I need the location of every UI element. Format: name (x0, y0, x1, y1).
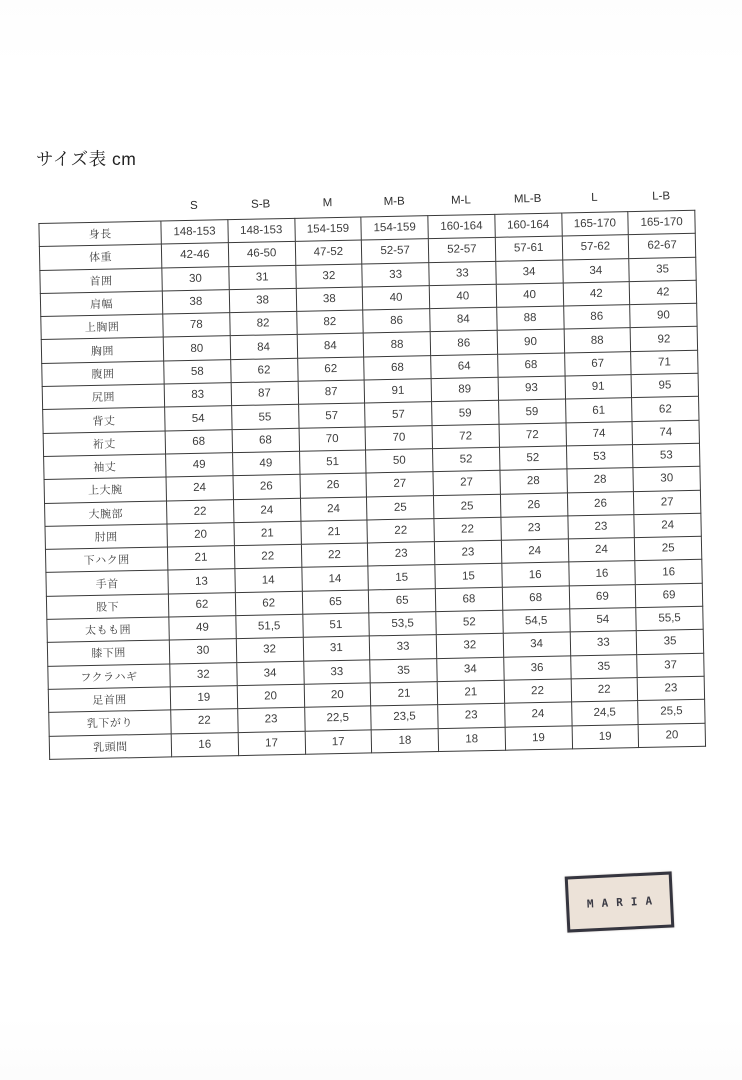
measurement-cell: 35 (636, 630, 703, 655)
measurement-cell: 25 (635, 536, 702, 561)
row-label: 乳下がり (49, 710, 171, 736)
measurement-cell: 57 (365, 402, 432, 427)
measurement-cell: 24,5 (571, 701, 638, 726)
row-label: 大腕部 (45, 501, 167, 527)
measurement-cell: 15 (435, 564, 502, 589)
measurement-cell: 68 (165, 429, 232, 454)
measurement-cell: 25 (433, 494, 500, 519)
measurement-cell: 22 (234, 544, 301, 569)
size-chart-table (38, 190, 706, 760)
measurement-cell: 62 (168, 592, 235, 617)
measurement-cell: 59 (432, 401, 499, 426)
measurement-cell: 49 (232, 451, 299, 476)
measurement-cell: 90 (630, 303, 697, 328)
measurement-cell: 34 (503, 632, 570, 657)
measurement-cell: 55 (231, 405, 298, 430)
row-label: 肩幅 (40, 291, 162, 317)
measurement-cell: 34 (437, 657, 504, 682)
measurement-cell: 21 (300, 520, 367, 545)
measurement-cell: 91 (565, 375, 632, 400)
measurement-cell: 57-62 (562, 235, 629, 260)
measurement-cell: 24 (568, 538, 635, 563)
column-header-s: S (190, 199, 198, 212)
measurement-cell: 19 (505, 725, 572, 750)
measurement-cell: 67 (564, 351, 631, 376)
measurement-cell: 16 (502, 562, 569, 587)
measurement-cell: 92 (630, 327, 697, 352)
measurement-cell: 62 (632, 397, 699, 422)
measurement-cell: 19 (170, 686, 237, 711)
measurement-cell: 14 (301, 566, 368, 591)
measurement-cell: 33 (429, 261, 496, 286)
row-label: 裄丈 (43, 431, 165, 457)
measurement-cell: 55,5 (636, 606, 703, 631)
measurement-cell: 37 (637, 653, 704, 678)
measurement-cell: 53,5 (369, 612, 436, 637)
brand-logo-stamp (565, 871, 675, 932)
row-label: 上大腕 (44, 477, 166, 503)
measurement-cell: 52-57 (428, 238, 495, 263)
row-label: 胸囲 (41, 337, 163, 363)
measurement-cell: 20 (638, 723, 705, 748)
measurement-cell: 59 (498, 399, 565, 424)
measurement-cell: 68 (435, 587, 502, 612)
measurement-cell: 65 (302, 590, 369, 615)
measurement-cell: 23,5 (371, 705, 438, 730)
measurement-cell: 31 (303, 636, 370, 661)
column-header-m: M (322, 197, 333, 210)
measurement-cell: 148-153 (161, 220, 228, 245)
measurement-cell: 22 (504, 679, 571, 704)
measurement-cell: 51 (299, 450, 366, 475)
measurement-cell: 22 (166, 499, 233, 524)
measurement-cell: 18 (438, 727, 505, 752)
measurement-cell: 34 (496, 260, 563, 285)
measurement-cell: 17 (305, 729, 372, 754)
measurement-cell: 58 (164, 359, 231, 384)
measurement-cell: 82 (296, 310, 363, 335)
measurement-cell: 51,5 (236, 614, 303, 639)
measurement-cell: 154-159 (294, 217, 361, 242)
measurement-cell: 88 (564, 328, 631, 353)
size-chart-body (39, 210, 706, 759)
measurement-cell: 25,5 (638, 699, 705, 724)
measurement-cell: 22 (171, 709, 238, 734)
measurement-cell: 57-61 (495, 236, 562, 261)
measurement-cell: 65 (369, 588, 436, 613)
measurement-cell: 74 (632, 420, 699, 445)
measurement-cell: 46-50 (228, 242, 295, 267)
page-title: サイズ表 cm (36, 149, 137, 169)
measurement-cell: 20 (304, 683, 371, 708)
measurement-cell: 154-159 (361, 216, 428, 241)
measurement-cell: 34 (237, 661, 304, 686)
measurement-cell: 30 (633, 467, 700, 492)
measurement-cell: 62 (230, 358, 297, 383)
measurement-cell: 24 (634, 513, 701, 538)
measurement-cell: 42 (563, 282, 630, 307)
measurement-cell: 52-57 (362, 239, 429, 264)
measurement-cell: 21 (234, 521, 301, 546)
measurement-cell: 62 (297, 357, 364, 382)
measurement-cell: 89 (431, 377, 498, 402)
measurement-cell: 28 (566, 468, 633, 493)
measurement-cell: 72 (432, 424, 499, 449)
column-header-l-b: L-B (652, 190, 671, 203)
measurement-cell: 26 (233, 475, 300, 500)
measurement-cell: 87 (298, 380, 365, 405)
measurement-cell: 42-46 (161, 243, 228, 268)
measurement-cell: 84 (230, 335, 297, 360)
measurement-cell: 78 (163, 313, 230, 338)
row-label: 体重 (39, 244, 161, 270)
measurement-cell: 23 (368, 542, 435, 567)
measurement-cell: 86 (430, 331, 497, 356)
measurement-cell: 165-170 (628, 210, 695, 235)
row-label: 身長 (39, 221, 161, 247)
measurement-cell: 32 (436, 634, 503, 659)
measurement-cell: 61 (565, 398, 632, 423)
measurement-cell: 26 (500, 493, 567, 518)
measurement-cell: 14 (235, 568, 302, 593)
measurement-cell: 23 (434, 540, 501, 565)
row-label: 手首 (46, 570, 168, 596)
column-header-s-b: S-B (250, 198, 271, 211)
row-label: 肘囲 (45, 524, 167, 550)
measurement-cell: 38 (229, 288, 296, 313)
brand-logo-text: MARIA (586, 893, 661, 911)
measurement-cell: 62-67 (629, 234, 696, 259)
measurement-cell: 54 (165, 406, 232, 431)
measurement-cell: 24 (300, 497, 367, 522)
measurement-cell: 35 (629, 257, 696, 282)
row-label: 膝下囲 (47, 640, 169, 666)
row-label: 足首囲 (48, 687, 170, 713)
row-label: 袖丈 (44, 454, 166, 480)
measurement-cell: 84 (297, 333, 364, 358)
measurement-cell: 40 (496, 283, 563, 308)
measurement-cell: 33 (362, 262, 429, 287)
measurement-cell: 57 (298, 403, 365, 428)
measurement-cell: 51 (302, 613, 369, 638)
measurement-cell: 42 (629, 280, 696, 305)
measurement-cell: 88 (496, 306, 563, 331)
column-header-m-b: M-B (383, 195, 405, 209)
measurement-cell: 53 (566, 445, 633, 470)
measurement-cell: 86 (563, 305, 630, 330)
measurement-cell: 21 (167, 546, 234, 571)
measurement-cell: 74 (566, 421, 633, 446)
measurement-cell: 32 (295, 264, 362, 289)
measurement-cell: 160-164 (495, 213, 562, 238)
column-header-l: L (591, 191, 598, 204)
measurement-cell: 165-170 (561, 212, 628, 237)
measurement-cell: 34 (562, 258, 629, 283)
measurement-cell: 18 (371, 728, 438, 753)
column-header-ml-b: ML-B (513, 192, 542, 206)
measurement-cell: 52 (436, 610, 503, 635)
measurement-cell: 68 (502, 586, 569, 611)
measurement-cell: 33 (303, 660, 370, 685)
measurement-cell: 23 (567, 514, 634, 539)
measurement-cell: 22 (571, 678, 638, 703)
row-label: 上胸囲 (41, 314, 163, 340)
measurement-cell: 32 (170, 662, 237, 687)
measurement-cell: 148-153 (228, 218, 295, 243)
measurement-cell: 24 (233, 498, 300, 523)
measurement-cell: 30 (169, 639, 236, 664)
measurement-cell: 68 (364, 355, 431, 380)
measurement-cell: 68 (497, 353, 564, 378)
measurement-cell: 19 (572, 724, 639, 749)
measurement-cell: 87 (231, 381, 298, 406)
measurement-cell: 23 (438, 703, 505, 728)
measurement-cell: 38 (162, 290, 229, 315)
measurement-cell: 47-52 (295, 240, 362, 265)
measurement-cell: 26 (567, 491, 634, 516)
measurement-cell: 33 (370, 635, 437, 660)
measurement-cell: 52 (433, 447, 500, 472)
row-label: 尻囲 (42, 384, 164, 410)
measurement-cell: 95 (631, 373, 698, 398)
measurement-cell: 35 (370, 658, 437, 683)
measurement-cell: 91 (364, 379, 431, 404)
measurement-cell: 16 (568, 561, 635, 586)
measurement-cell: 88 (363, 332, 430, 357)
size-chart (38, 190, 705, 760)
measurement-cell: 27 (634, 490, 701, 515)
row-label: 太もも囲 (47, 617, 169, 643)
measurement-cell: 26 (300, 473, 367, 498)
measurement-cell: 23 (501, 516, 568, 541)
row-label: 背丈 (43, 407, 165, 433)
measurement-cell: 33 (570, 631, 637, 656)
measurement-cell: 160-164 (428, 214, 495, 239)
measurement-cell: 86 (363, 309, 430, 334)
measurement-cell: 54,5 (503, 609, 570, 634)
measurement-cell: 27 (366, 472, 433, 497)
measurement-cell: 69 (569, 584, 636, 609)
measurement-cell: 80 (163, 336, 230, 361)
row-label: 下ハク囲 (45, 547, 167, 573)
measurement-cell: 22 (301, 543, 368, 568)
row-label: 首囲 (40, 268, 162, 294)
measurement-cell: 20 (237, 684, 304, 709)
measurement-cell: 24 (501, 539, 568, 564)
measurement-cell: 31 (229, 265, 296, 290)
measurement-cell: 49 (169, 616, 236, 641)
measurement-cell: 21 (370, 682, 437, 707)
row-label: フクラハギ (48, 664, 170, 690)
measurement-cell: 21 (437, 680, 504, 705)
measurement-cell: 23 (237, 707, 304, 732)
measurement-cell: 52 (499, 446, 566, 471)
measurement-cell: 22 (434, 517, 501, 542)
measurement-cell: 36 (503, 656, 570, 681)
measurement-cell: 16 (171, 732, 238, 757)
measurement-cell: 83 (164, 383, 231, 408)
measurement-cell: 24 (166, 476, 233, 501)
measurement-cell: 68 (232, 428, 299, 453)
measurement-cell: 30 (162, 266, 229, 291)
measurement-cell: 25 (367, 495, 434, 520)
measurement-cell: 62 (235, 591, 302, 616)
measurement-cell: 70 (365, 425, 432, 450)
measurement-cell: 15 (368, 565, 435, 590)
measurement-cell: 71 (631, 350, 698, 375)
measurement-cell: 20 (167, 522, 234, 547)
measurement-cell: 24 (504, 702, 571, 727)
measurement-cell: 84 (430, 308, 497, 333)
row-label: 股下 (46, 594, 168, 620)
measurement-cell: 64 (431, 354, 498, 379)
corner-cell (38, 201, 160, 224)
measurement-cell: 38 (296, 287, 363, 312)
row-label: 乳頭間 (49, 733, 171, 759)
measurement-cell: 32 (236, 638, 303, 663)
measurement-cell: 49 (166, 453, 233, 478)
measurement-cell: 13 (168, 569, 235, 594)
measurement-cell: 54 (569, 608, 636, 633)
measurement-cell: 17 (238, 731, 305, 756)
measurement-cell: 70 (299, 427, 366, 452)
measurement-cell: 90 (497, 329, 564, 354)
measurement-cell: 82 (229, 312, 296, 337)
column-header-m-l: M-L (450, 194, 471, 207)
row-label: 腹囲 (42, 361, 164, 387)
measurement-cell: 50 (366, 449, 433, 474)
measurement-cell: 40 (429, 284, 496, 309)
measurement-cell: 22 (367, 518, 434, 543)
measurement-cell: 28 (500, 469, 567, 494)
measurement-cell: 22,5 (304, 706, 371, 731)
measurement-cell: 23 (637, 676, 704, 701)
measurement-cell: 69 (636, 583, 703, 608)
measurement-cell: 93 (498, 376, 565, 401)
measurement-cell: 27 (433, 471, 500, 496)
measurement-cell: 53 (633, 443, 700, 468)
measurement-cell: 35 (570, 654, 637, 679)
measurement-cell: 40 (362, 286, 429, 311)
measurement-cell: 72 (499, 423, 566, 448)
measurement-cell: 16 (635, 560, 702, 585)
